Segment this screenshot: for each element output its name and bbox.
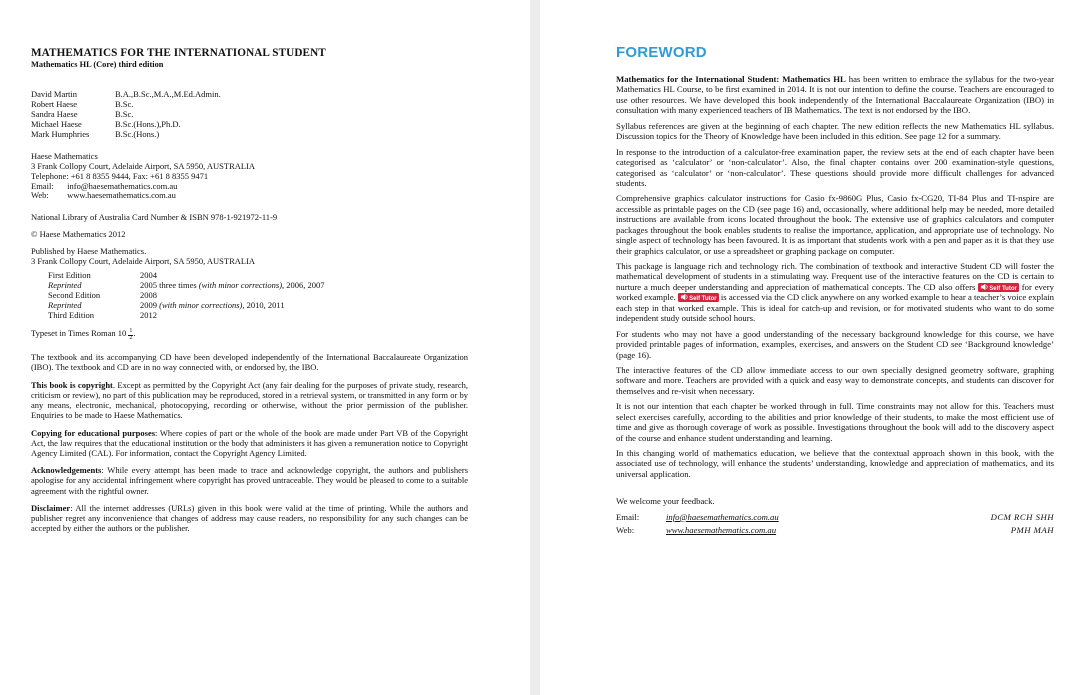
email-label: Email: xyxy=(31,180,54,191)
edition-years: , 2006, 2007 xyxy=(282,280,325,291)
feedback-web-link[interactable]: www.haesemathematics.com.au xyxy=(666,524,777,535)
self-tutor-label: Self Tutor xyxy=(689,296,717,303)
foreword-p1-lead: Mathematics for the International Student: Mathematics HL xyxy=(616,74,846,84)
foreword-p1-text: has been written to embrace the syllabus for the two-year Mathematics HL Course, to be first examined in 2014. It is not our intention to define the course. Teachers are encouraged to use other resources. We have developed this book independently of the International Baccalaureate Organization (IBO) in consultation with many experienced teachers of IB Mathematics. The text is not endorsed by the IBO. xyxy=(616,74,1054,116)
edition-label: First Edition xyxy=(48,270,91,281)
foreword-p9: In this changing world of mathematics education, we believe that the contextual approach shown in this book, with the associated use of technology, will enhance the students’ understanding, knowledge and appreciation of mathematics, and its universal application. xyxy=(616,448,1054,479)
fraction-denominator: 2 xyxy=(129,334,133,341)
typeset-line: Typeset in Times Roman 10 $\frac{1}{2}$ . xyxy=(31,327,136,341)
foreword-page xyxy=(540,0,1080,695)
self-tutor-badge-2[interactable] xyxy=(678,293,719,302)
foreword-p4: Comprehensive graphics calculator instructions for Casio fx-9860G Plus, Casio fx-CG20, TI-84 Plus and TI-nspire are accessible as printable pages on the CD (see page 16) and, occasionally, where additional help may be needed, more detailed instructions are available from icons located throughout the book. The extensive use of graphics calculators and computer packages throughout the book enables students to realise the importance, application, and appropriate use of technology. No single aspect of technology has been favoured. It is as important that students work with a pen and paper as it is that they use their graphics calculator, or use a spreadsheet or graphing package on computer. xyxy=(616,193,1054,256)
self-tutor-label: Self Tutor xyxy=(989,285,1017,292)
author-name: David Martin xyxy=(31,89,78,99)
feedback-email-label: Email: xyxy=(616,511,640,522)
copyright-notice: © Haese Mathematics 2012 xyxy=(31,229,126,240)
typeset-fraction xyxy=(128,329,133,341)
copying-paragraph xyxy=(31,428,468,459)
web-label: Web: xyxy=(31,190,49,201)
copying-text: : Where copies of part or the whole of the book are made under Part VB of the Copyright Act, the law requires that the educational institution or the body that administers it has given a remuneration notice to Copyright Agency Limited (CAL). For information, contact the Copyright Agency Limited. xyxy=(31,427,468,458)
author-name: Mark Humphries xyxy=(31,128,90,139)
edition-detail xyxy=(138,281,325,291)
publisher-address: 3 Frank Collopy Court, Adelaide Airport, SA 5950, AUSTRALIA xyxy=(31,160,256,171)
copyright-lead: This book is copyright xyxy=(31,379,113,390)
editions-table xyxy=(31,271,325,321)
publisher-phone: Telephone: +61 8 8355 9444, Fax: +61 8 8355 9471 xyxy=(31,170,209,181)
author-quals: B.A.,B.Sc.,M.A.,M.Ed.Admin. xyxy=(115,89,221,99)
publisher-name: Haese Mathematics xyxy=(31,150,98,161)
author-name: Michael Haese xyxy=(31,118,82,129)
author-name: Sandra Haese xyxy=(31,108,78,119)
edition-note: (with minor corrections) xyxy=(159,299,243,310)
published-by: Published by Haese Mathematics. xyxy=(31,246,147,257)
publisher-email[interactable]: info@haesemathematics.com.au xyxy=(67,180,178,191)
feedback-web-label: Web: xyxy=(616,524,635,535)
disclaimer-paragraph xyxy=(31,503,468,534)
author-quals: B.Sc. xyxy=(115,108,134,119)
edition-text: 2005 three times xyxy=(140,280,199,291)
copying-lead: Copying for educational purposes xyxy=(31,427,156,438)
copyright-page xyxy=(0,0,530,695)
publisher-web[interactable]: www.haesemathematics.com.au xyxy=(67,190,176,201)
edition-detail xyxy=(138,311,325,321)
disclaimer-text: : All the internet addresses (URLs) given in this book were valid at the time of printing. While the authors and publisher regret any inconvenience that changes of address may cause readers, no responsibility for any such changes can be accepted by either the authors or the publisher. xyxy=(31,502,468,534)
foreword-p7: The interactive features of the CD allow immediate access to our own specially designed geometry software, graphing software and more. Teachers are provided with a quick and easy way to demonstrate concepts, and students can discover for themselves and re-visit when necessary. xyxy=(616,364,1054,396)
book-title: MATHEMATICS FOR THE INTERNATIONAL STUDENT xyxy=(31,47,326,59)
independence-notice: The textbook and its accompanying CD have been developed independently of the International Baccalaureate Organization (IBO). The textbook and CD are in no way connected with, or endorsed by, the IBO. xyxy=(31,351,468,372)
edition-row xyxy=(31,311,325,321)
foreword-p6: For students who may not have a good understanding of the necessary background knowledge for this course, we have provided printable pages of information, examples, exercises, and answers on the Student CD see ‘Background knowledge’ (page 16). xyxy=(616,328,1054,360)
isbn-line: National Library of Australia Card Number & ISBN 978-1-921972-11-9 xyxy=(31,212,278,223)
author-quals: B.Sc. xyxy=(115,98,134,109)
edition-years: , 2010, 2011 xyxy=(242,299,285,310)
foreword-p8: It is not our intention that each chapter be worked through in full. Time constraints may not allow for this. Teachers must select exercises carefully, according to the abilities and prior knowledge of their students, to make the most efficient use of time and give as thorough coverage of work as possible. Investigations throughout the book will add to the discovery aspect of the course and enhance student understanding and learning. xyxy=(616,401,1054,443)
fraction-numerator: 1 xyxy=(129,328,133,335)
foreword-heading: FOREWORD xyxy=(616,44,707,61)
feedback-line: We welcome your feedback. xyxy=(616,496,715,507)
typeset-text: Typeset in Times Roman 10 xyxy=(31,327,127,338)
published-address: 3 Frank Collopy Court, Adelaide Airport, SA 5950, AUSTRALIA xyxy=(31,256,256,267)
author-quals: B.Sc.(Hons.) xyxy=(115,128,160,139)
book-subtitle: Mathematics HL (Core) third edition xyxy=(31,60,164,69)
edition-text: 2008 xyxy=(140,290,157,300)
copyright-text: . Except as permitted by the Copyright Act (any fair dealing for the purposes of private study, research, criticism or review), no part of this publication may be reproduced, stored in a retrieval system, or transmitted in any form or by any means, electronic, mechanical, photocopying, recording or otherwise, without the prior permission of the publisher. Enquiries to be made to Haese Mathematics. xyxy=(31,379,468,421)
foreword-p3: In response to the introduction of a calculator-free examination paper, the review sets at the end of each chapter have been categorised as ‘calculator’ or ‘non-calculator’. Also, the final chapter contains over 200 examination-style questions, categorised as ‘calculator’ or ‘non-calculator’. These questions should provide more difficult challenges for advanced students. xyxy=(616,146,1054,188)
edition-label: Third Edition xyxy=(48,309,95,320)
ack-lead: Acknowledgements xyxy=(31,465,102,476)
self-tutor-badge[interactable] xyxy=(978,283,1019,292)
disclaimer-lead: Disclaimer xyxy=(31,502,71,513)
foreword-p5-b: for every worked example. xyxy=(616,281,1054,303)
author-initials-1: DCM RCH SHH xyxy=(990,511,1054,522)
author-initials-2: PMH MAH xyxy=(1010,524,1054,535)
edition-text: 2012 xyxy=(140,309,157,320)
edition-note: (with minor corrections) xyxy=(198,280,283,291)
publisher-block xyxy=(31,152,468,202)
authors-table xyxy=(31,90,221,140)
edition-text: 2009 xyxy=(140,299,160,310)
feedback-email-row xyxy=(616,511,1054,524)
ack-text: : While every attempt has been made to trace and acknowledge copyright, the authors and publishers apologise for any accidental infringement where copyright has proved untraceable. They would be pleased to come to a suitable agreement with the rightful owner. xyxy=(31,465,468,496)
acknowledgements-paragraph xyxy=(31,465,468,496)
publisher-web-line xyxy=(31,191,468,201)
foreword-p5 xyxy=(616,261,1054,324)
feedback-web-row xyxy=(616,524,1054,537)
author-row xyxy=(31,130,221,140)
speaker-icon xyxy=(680,293,689,301)
feedback-email-link[interactable]: info@haesemathematics.com.au xyxy=(666,511,779,522)
foreword-p5-a: This package is language rich and technology rich. The combination of textbook and interactive Student CD will foster the mathematical development of students in a stimulating way. Frequent use of the interactive features on the CD is certain to nurture a much deeper understanding and appreciation of mathematical concepts. The CD also offers xyxy=(616,261,1054,292)
edition-label: Second Edition xyxy=(48,290,101,300)
edition-text: 2004 xyxy=(140,270,157,281)
foreword-p5-c: is accessed via the CD click anywhere on any worked example to hear a teacher’s voice explain each step in that worked example. This is ideal for catch-up and revision, or for motivated students who want to do some independent study outside school hours. xyxy=(616,292,1054,324)
edition-detail xyxy=(138,301,325,311)
foreword-p2: Syllabus references are given at the beginning of each chapter. The new edition reflects the new Mathematics HL syllabus. Discussion topics for the Theory of Knowledge have been included in this edition. See page 12 for a summary. xyxy=(616,120,1054,142)
foreword-p1 xyxy=(616,74,1054,116)
edition-label: Reprinted xyxy=(48,280,82,291)
author-quals: B.Sc.(Hons.),Ph.D. xyxy=(115,118,181,129)
speaker-icon xyxy=(980,283,989,291)
copyright-paragraph xyxy=(31,380,468,421)
edition-label: Reprinted xyxy=(48,299,82,310)
author-name: Robert Haese xyxy=(31,98,78,109)
